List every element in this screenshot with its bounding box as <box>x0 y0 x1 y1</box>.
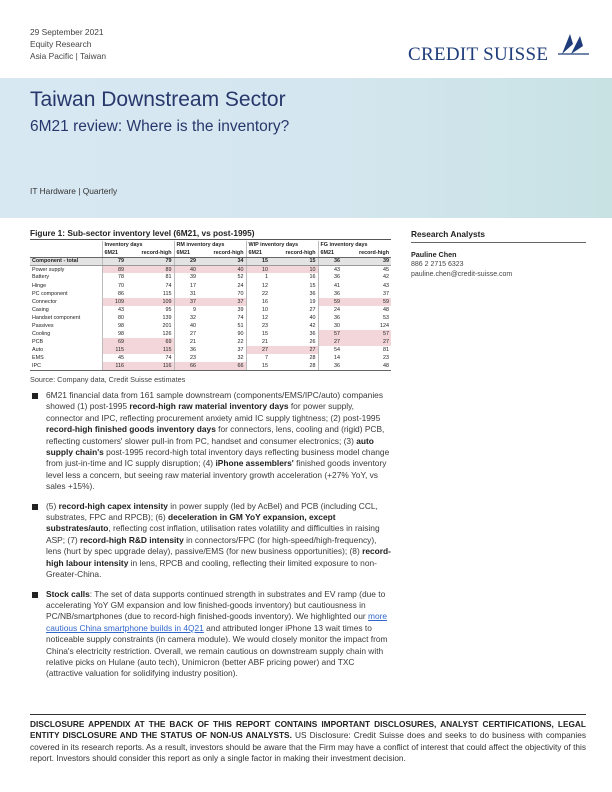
credit-suisse-logo <box>408 32 588 72</box>
table-row <box>30 290 391 298</box>
table-cell: 40 <box>174 322 198 330</box>
table-cell: 98 <box>102 322 126 330</box>
table-cell: 7 <box>246 354 270 362</box>
table-cell: 36 <box>318 362 342 370</box>
table-cell: 39 <box>342 257 391 265</box>
table-cell: 36 <box>174 346 198 354</box>
table-cell: 36 <box>318 257 342 265</box>
table-cell: 15 <box>246 362 270 370</box>
table-cell: 10 <box>270 265 318 273</box>
table-cell: 40 <box>309 314 316 321</box>
bullet-segment: in power supply (led by AcBel) and PCB (including CCL, substrates, FPC and RPCB); (6) <box>46 500 378 523</box>
table-cell: 89 <box>126 265 174 273</box>
bullet-segment: , reflecting cost inflation, utilisation rates volatility and difficulties in raising ASP; (7) <box>46 523 380 545</box>
table-row <box>30 362 391 370</box>
table-cell: 42 <box>383 274 389 281</box>
table-cell: 57 <box>342 330 391 338</box>
report-title: Taiwan Downstream Sector <box>30 88 286 111</box>
report-link[interactable]: more cautious China smartphone builds in 4Q21 <box>46 611 388 633</box>
table-cell: 66 <box>174 362 198 370</box>
report-region: Asia Pacific | Taiwan <box>30 51 107 61</box>
bullet-emphasis: auto supply chain's <box>46 435 374 458</box>
table-cell: 69 <box>126 338 174 346</box>
table-cell: 52 <box>237 274 244 281</box>
table-cell: 59 <box>318 298 342 306</box>
table-cell: 36 <box>318 290 342 298</box>
table-cell: 23 <box>174 354 198 362</box>
table-cell: 1 <box>246 273 270 281</box>
table-cell: 57 <box>318 330 342 338</box>
sub-header-6m21: 6M21 <box>102 249 126 257</box>
table-row <box>30 322 391 330</box>
table-cell: 10 <box>246 265 270 273</box>
row-label: Casing <box>32 306 49 313</box>
disclosure-text: US Disclosure: Credit Suisse does and seeks to do business with companies covered in its research reports. As a result, investors should be aware that the Firm may have a conflict of interest that could affect the objectivity of this report. Investors should consider this report as only a single factor in making their investment decision. <box>30 730 587 764</box>
row-label: EMS <box>32 355 44 362</box>
table-cell: 98 <box>102 330 126 338</box>
table-cell: 29 <box>174 257 198 265</box>
table-cell: 48 <box>383 306 389 313</box>
row-label: Handset component <box>32 314 81 321</box>
table-cell: 23 <box>246 322 270 330</box>
table-cell: 30 <box>318 322 342 330</box>
table-cell: 15 <box>270 257 318 265</box>
table-cell: 115 <box>162 290 172 297</box>
table-cell: 89 <box>102 265 126 273</box>
inventory-table <box>30 241 391 371</box>
table-group-header <box>30 241 391 249</box>
sub-header-record: record-high <box>198 249 246 257</box>
table-cell: 70 <box>102 281 126 289</box>
table-cell: 41 <box>318 281 342 289</box>
table-cell: 37 <box>237 347 244 354</box>
table-cell: 45 <box>383 266 389 273</box>
table-cell: 124 <box>380 322 389 329</box>
bullet-emphasis: record-high labour intensity <box>46 546 391 568</box>
table-cell: 37 <box>198 298 246 306</box>
table-cell: 43 <box>318 265 342 273</box>
table-cell: 15 <box>246 257 270 265</box>
row-label: PC component <box>32 290 68 297</box>
title-banner <box>0 78 612 218</box>
bullet-text <box>46 390 392 493</box>
table-cell: 74 <box>165 282 172 289</box>
bullet-segment: for connectors, lens, cooling and (rigid) PCB, reflecting customers' slower pull-in from PC, handset and consumer electronics; (3) <box>46 424 385 446</box>
table-cell: 22 <box>237 339 244 346</box>
row-label: Power supply <box>32 266 65 273</box>
bullet-text <box>46 501 392 581</box>
table-cell: 95 <box>165 306 172 313</box>
table-cell: 116 <box>102 362 126 370</box>
table-cell: 28 <box>309 355 316 362</box>
table-cell: 86 <box>102 290 126 298</box>
table-cell: 14 <box>318 354 342 362</box>
report-subtitle: 6M21 review: Where is the inventory? <box>30 118 290 135</box>
bullet-square-icon <box>32 393 38 399</box>
sub-header-record: record-high <box>342 249 391 257</box>
table-cell: 74 <box>165 355 172 362</box>
table-cell: 31 <box>174 290 198 298</box>
table-cell: 80 <box>102 314 126 322</box>
table-cell: 116 <box>126 362 174 370</box>
row-label: Connector <box>32 298 57 305</box>
bullet-segment: : The set of data supports continued strength in substrates and EV ramp (due to accelerating YoY GM expansion and low finished-goods inventory) but cautiousness in PC/NB/smartphones (due to record-high finished-goods inventory). We highlighted our <box>46 588 386 622</box>
table-cell: 139 <box>162 314 172 321</box>
table-cell: 42 <box>309 322 316 329</box>
sub-header-6m21: 6M21 <box>174 249 198 257</box>
table-cell: 36 <box>309 331 316 338</box>
table-cell: 59 <box>342 298 391 306</box>
table-cell: 66 <box>198 362 246 370</box>
table-cell: 40 <box>198 265 246 273</box>
bullet-segment: in connectors/FPC (for high-speed/high-frequency), lens (hurt by spec upgrade delay), passive/EMS (for new business opportunities); (8) <box>46 534 377 557</box>
table-row <box>30 338 391 346</box>
bullet-emphasis: deceleration in GM YoY expansion, except substrates/auto <box>46 512 336 534</box>
bullet-item <box>30 501 392 581</box>
table-cell: 27 <box>246 346 270 354</box>
table-cell: 26 <box>309 339 316 346</box>
table-sub-header <box>30 249 391 257</box>
bullet-emphasis: record-high R&D intensity <box>79 534 184 545</box>
table-row <box>30 354 391 362</box>
table-cell: 39 <box>237 306 244 313</box>
report-category: Equity Research <box>30 39 92 49</box>
report-date: 29 September 2021 <box>30 27 104 37</box>
row-label: PCB <box>32 339 44 346</box>
table-cell: 43 <box>102 306 126 314</box>
disclosure-rule <box>30 714 586 715</box>
group-header: Inventory days <box>102 241 174 249</box>
figure-rule <box>30 239 391 240</box>
sub-header-6m21: 6M21 <box>246 249 270 257</box>
table-cell: 81 <box>383 347 389 354</box>
table-cell: 19 <box>309 298 316 305</box>
bullet-emphasis: Stock calls <box>46 588 90 599</box>
table-cell: 79 <box>102 257 126 265</box>
table-row <box>30 330 391 338</box>
table-cell: 48 <box>342 362 391 370</box>
table-cell: 10 <box>246 306 270 314</box>
table-cell: 115 <box>102 346 126 354</box>
group-header: WIP inventory days <box>246 241 318 249</box>
table-cell: 39 <box>174 273 198 281</box>
bullet-segment: finished goods inventory level less a concern, but seeing raw material inventory growth acceleration (+27% YoY, vs sales +15%). <box>46 458 387 492</box>
table-total-row <box>30 257 391 265</box>
table-cell: 79 <box>126 257 174 265</box>
table-cell: 27 <box>309 306 316 313</box>
table-cell: 32 <box>237 355 244 362</box>
bullet-emphasis: record-high finished goods inventory days <box>46 424 216 435</box>
disclosure-bold: DISCLOSURE APPENDIX AT THE BACK OF THIS REPORT CONTAINS IMPORTANT DISCLOSURES, ANALYST CERTIFICATIONS, LEGAL ENTITY DISCLOSURE AND THE STATUS OF NON-US ANALYSTS. <box>30 719 586 741</box>
table-cell: 36 <box>318 273 342 281</box>
table-cell: 74 <box>237 314 244 321</box>
group-header: FG inventory days <box>318 241 391 249</box>
table-cell: 27 <box>270 346 318 354</box>
table-cell: 27 <box>174 330 198 338</box>
table-cell: 27 <box>342 338 391 346</box>
table-cell: 53 <box>383 314 389 321</box>
table-cell: 40 <box>174 265 198 273</box>
table-cell: 27 <box>318 338 342 346</box>
table-cell: 54 <box>318 346 342 354</box>
bullet-square-icon <box>32 504 38 510</box>
table-cell: 90 <box>237 331 244 338</box>
table-cell: 12 <box>246 281 270 289</box>
logo-text: CREDIT SUISSE <box>408 44 549 65</box>
table-cell: 78 <box>102 273 126 281</box>
disclosure <box>30 719 586 765</box>
bullet-emphasis: iPhone assemblers' <box>215 458 294 469</box>
row-label: Cooling <box>32 331 51 338</box>
table-cell: 51 <box>237 322 244 329</box>
table-cell: 12 <box>246 314 270 322</box>
table-cell: 22 <box>246 290 270 298</box>
report-meta <box>30 26 106 62</box>
header-blank <box>30 241 102 249</box>
table-cell: 115 <box>126 346 174 354</box>
analyst-name: Pauline Chen <box>411 250 457 259</box>
sub-header-6m21: 6M21 <box>318 249 342 257</box>
sails-icon <box>556 32 590 56</box>
table-cell: 201 <box>162 322 172 329</box>
sub-header-record: record-high <box>270 249 318 257</box>
analysts-title: Research Analysts <box>411 229 485 239</box>
table-cell: 109 <box>102 298 126 306</box>
table-row <box>30 265 391 273</box>
table-cell: 37 <box>174 298 198 306</box>
bullet-item <box>30 390 392 493</box>
row-label: IPC <box>30 362 102 370</box>
summary-bullets <box>30 390 392 688</box>
table-cell: 37 <box>383 290 389 297</box>
group-header: RM inventory days <box>174 241 246 249</box>
table-cell: 9 <box>174 306 198 314</box>
table-cell: 23 <box>383 355 389 362</box>
table-cell: 16 <box>309 274 316 281</box>
bullet-square-icon <box>32 592 38 598</box>
table-cell: 28 <box>270 362 318 370</box>
table-row <box>30 306 391 314</box>
table-cell: 21 <box>246 338 270 346</box>
table-cell: 36 <box>318 314 342 322</box>
bullet-segment: and attributed longer iPhone 13 wait times to noticeable supply constraints (in camera module). We would closely monitor the impact from China's electricity restriction. Overall, we remain cautious on downstream supply chain with relative picks on Hulane (auto tech), Unimicron (better ABF pricing power) and TXC (attractive valuation for solidifying industry position). <box>46 622 388 679</box>
bullet-segment: in lens, RPCB and cooling, reflecting their limited exposure to non-Greater-China. <box>46 557 377 580</box>
table-row <box>30 281 391 289</box>
table-cell: 36 <box>309 290 316 297</box>
table-row <box>30 346 391 354</box>
table-cell: 16 <box>246 298 270 306</box>
table-cell: 15 <box>246 330 270 338</box>
table-row <box>30 273 391 281</box>
bullet-segment: post-1995 record-high total inventory days reflecting business model change from just-in-time and IC supply disruption; (4) <box>46 447 390 469</box>
table-cell: 109 <box>126 298 174 306</box>
header-blank <box>30 249 102 257</box>
row-label: Component - total <box>30 257 102 265</box>
bullet-emphasis: record-high capex intensity <box>58 500 168 511</box>
table-cell: 43 <box>383 282 389 289</box>
table-cell: 45 <box>102 354 126 362</box>
table-cell: 24 <box>237 282 244 289</box>
table-cell: 70 <box>237 290 244 297</box>
table-cell: 32 <box>174 314 198 322</box>
figure-source: Source: Company data, Credit Suisse estimates <box>30 375 186 384</box>
figure-title: Figure 1: Sub-sector inventory level (6M21, vs post-1995) <box>30 228 255 238</box>
table-cell: 126 <box>162 331 172 338</box>
bullet-text <box>46 589 392 680</box>
table-cell: 21 <box>174 338 198 346</box>
table-cell: 15 <box>309 282 316 289</box>
analyst-email-link[interactable]: pauline.chen@credit-suisse.com <box>411 271 513 278</box>
table-row <box>30 298 391 306</box>
table-cell: 81 <box>165 274 172 281</box>
table-row <box>30 314 391 322</box>
bullet-item <box>30 589 392 680</box>
report-tags: IT Hardware | Quarterly <box>30 186 118 196</box>
table-cell: 24 <box>318 306 342 314</box>
bullet-segment: (5) <box>46 500 59 511</box>
bullet-segment: 6M21 financial data from 161 sample downstream (components/EMS/IPC/auto) companies showed (1) post-1995 <box>46 390 384 412</box>
analyst-phone: 886 2 2715 6323 <box>411 261 464 268</box>
row-label: Battery <box>32 274 50 281</box>
row-label: Hinge <box>32 282 47 289</box>
bullet-emphasis: record-high raw material inventory days <box>129 401 289 412</box>
row-label: Passives <box>32 322 54 329</box>
sub-header-record: record-high <box>126 249 174 257</box>
table-cell: 17 <box>174 281 198 289</box>
row-label: Auto <box>32 347 44 354</box>
bullet-segment: for power supply, connector and IPC, reflecting procurement anxiety amid IC supply tightness; (2) post-1995 <box>46 401 381 423</box>
table-cell: 69 <box>102 338 126 346</box>
table-cell: 34 <box>198 257 246 265</box>
analysts-rule <box>411 242 586 243</box>
